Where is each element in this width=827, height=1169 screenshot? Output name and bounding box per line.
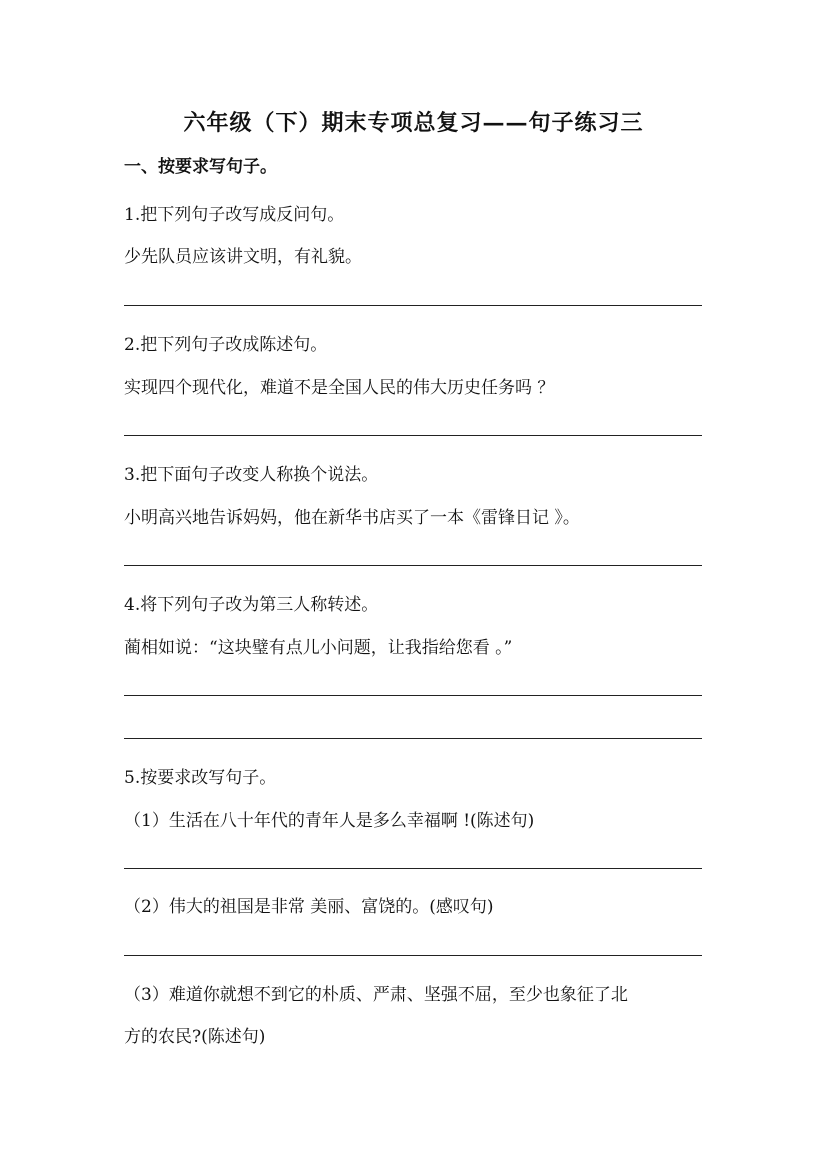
question-5-prompt: 5.按要求改写句子。 <box>124 768 277 788</box>
question-4-prompt: 4.将下列句子改为第三人称转述。 <box>124 595 379 615</box>
question-3-sentence: 小明高兴地告诉妈妈，他在新华书店买了一本《雷锋日记 》。 <box>124 508 580 528</box>
answer-line[interactable] <box>124 565 702 566</box>
question-1-sentence: 少先队员应该讲文明，有礼貌。 <box>124 247 362 267</box>
question-2-sentence: 实现四个现代化，难道不是全国人民的伟大历史任务吗 ？ <box>124 378 555 398</box>
answer-line[interactable] <box>124 955 702 956</box>
answer-line[interactable] <box>124 868 702 869</box>
question-3-prompt: 3.把下面句子改变人称换个说法。 <box>124 465 379 485</box>
question-5-subitem-2: （2）伟大的祖国是非常 美丽、富饶的。(感叹句) <box>124 897 494 917</box>
question-1-prompt: 1.把下列句子改写成反问句。 <box>124 205 345 225</box>
answer-line[interactable] <box>124 695 702 696</box>
page-title: 六年级（下）期末专项总复习——句子练习三 <box>183 110 644 136</box>
question-2-prompt: 2.把下列句子改成陈述句。 <box>124 335 328 355</box>
answer-line[interactable] <box>124 738 702 739</box>
question-5-subitem-3-continued: 方的农民?(陈述句) <box>124 1027 266 1047</box>
question-4-sentence: 蔺相如说：“这块璧有点儿小问题，让我指给您看 。” <box>124 638 513 658</box>
section-heading: 一、按要求写句子。 <box>124 157 277 177</box>
answer-line[interactable] <box>124 435 702 436</box>
question-5-subitem-1: （1）生活在八十年代的青年人是多么幸福啊 !(陈述句) <box>124 811 535 831</box>
answer-line[interactable] <box>124 305 702 306</box>
question-5-subitem-3: （3）难道你就想不到它的朴质、严肃、坚强不屈，至少也象征了北 <box>124 985 628 1005</box>
